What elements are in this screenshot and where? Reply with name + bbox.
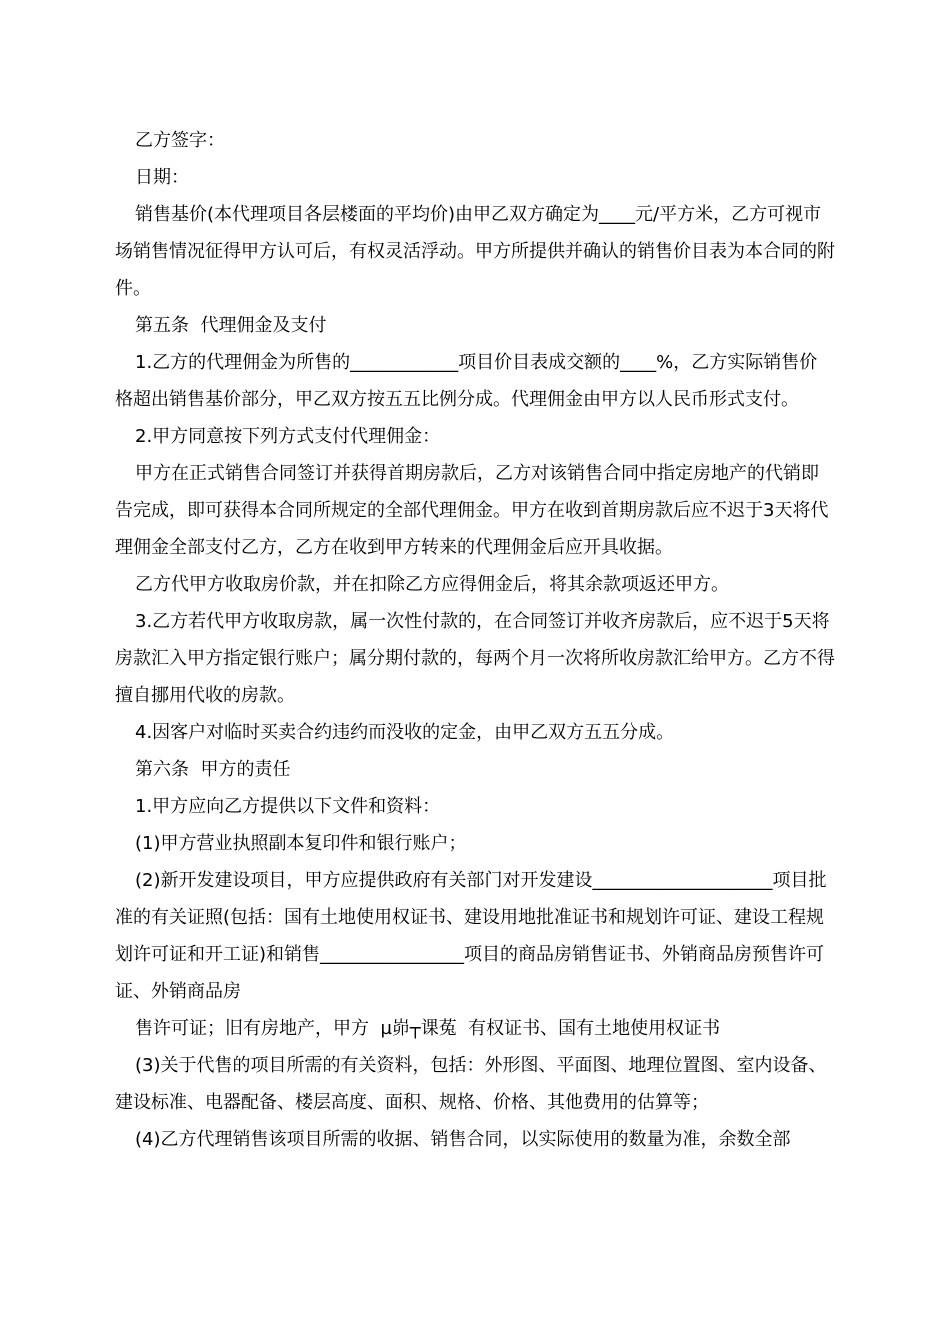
item-6-1-4: (4)乙方代理销售该项目所需的收据、销售合同，以实际使用的数量为准，余数全部 bbox=[135, 1129, 791, 1150]
date-line: 日期： bbox=[135, 167, 189, 188]
clause-5-3: 3.乙方若代甲方收取房款，属一次性付款的，在合同签订并收齐房款后，应不迟于5天将房款汇入甲方指定银行账户；属分期付款的，每两个月一次将所收房款汇给甲方。乙方不得擅自挪用代收的房款。 bbox=[115, 611, 835, 706]
article-6-heading: 第六条 甲方的责任 bbox=[135, 759, 291, 780]
paragraph-price-collection: 乙方代甲方收取房价款，并在扣除乙方应得佣金后，将其余款项返还甲方。 bbox=[135, 574, 729, 595]
item-6-1-2: (2)新开发建设项目，甲方应提供政府有关部门对开发建设____________________项目批准的有关证照(包括：国有土地使用权证书、建设用地批准证书和规划许可证、建设工程规划许可证和开工证)和销售________________项目的商品房销售证书、外销商品房预售许可证、外销商品房 bbox=[115, 870, 827, 1002]
article-5-heading: 第五条 代理佣金及支付 bbox=[135, 315, 327, 336]
paragraph-commission-payment: 甲方在正式销售合同签订并获得首期房款后，乙方对该销售合同中指定房地产的代销即告完成，即可获得本合同所规定的全部代理佣金。甲方在收到首期房款后应不迟于3天将代理佣金全部支付乙方，乙方在收到甲方转来的代理佣金后应开具收据。 bbox=[115, 463, 829, 558]
paragraph-permits: 售许可证；旧有房地产，甲方 µ峁┬课菟 有权证书、国有土地使用权证书 bbox=[135, 1018, 721, 1039]
signature-line: 乙方签字： bbox=[135, 130, 225, 151]
item-6-1-3: (3)关于代售的项目所需的有关资料，包括：外形图、平面图、地理位置图、室内设备、建设标准、电器配备、楼层高度、面积、规格、价格、其他费用的估算等； bbox=[115, 1055, 827, 1113]
clause-5-2: 2.甲方同意按下列方式支付代理佣金： bbox=[135, 426, 441, 447]
clause-6-1: 1.甲方应向乙方提供以下文件和资料： bbox=[135, 796, 441, 817]
clause-5-1: 1.乙方的代理佣金为所售的____________项目价目表成交额的____%，乙方实际销售价格超出销售基价部分，甲乙双方按五五比例分成。代理佣金由甲方以人民币形式支付。 bbox=[115, 352, 818, 410]
item-6-1-1: (1)甲方营业执照副本复印件和银行账户； bbox=[135, 833, 467, 854]
document-body bbox=[115, 122, 835, 1158]
clause-5-4: 4.因客户对临时买卖合约违约而没收的定金，由甲乙双方五五分成。 bbox=[135, 722, 675, 743]
paragraph-base-price: 销售基价(本代理项目各层楼面的平均价)由甲乙双方确定为____元/平方米，乙方可视市场销售情况征得甲方认可后，有权灵活浮动。甲方所提供并确认的销售价目表为本合同的附件。 bbox=[115, 204, 835, 299]
